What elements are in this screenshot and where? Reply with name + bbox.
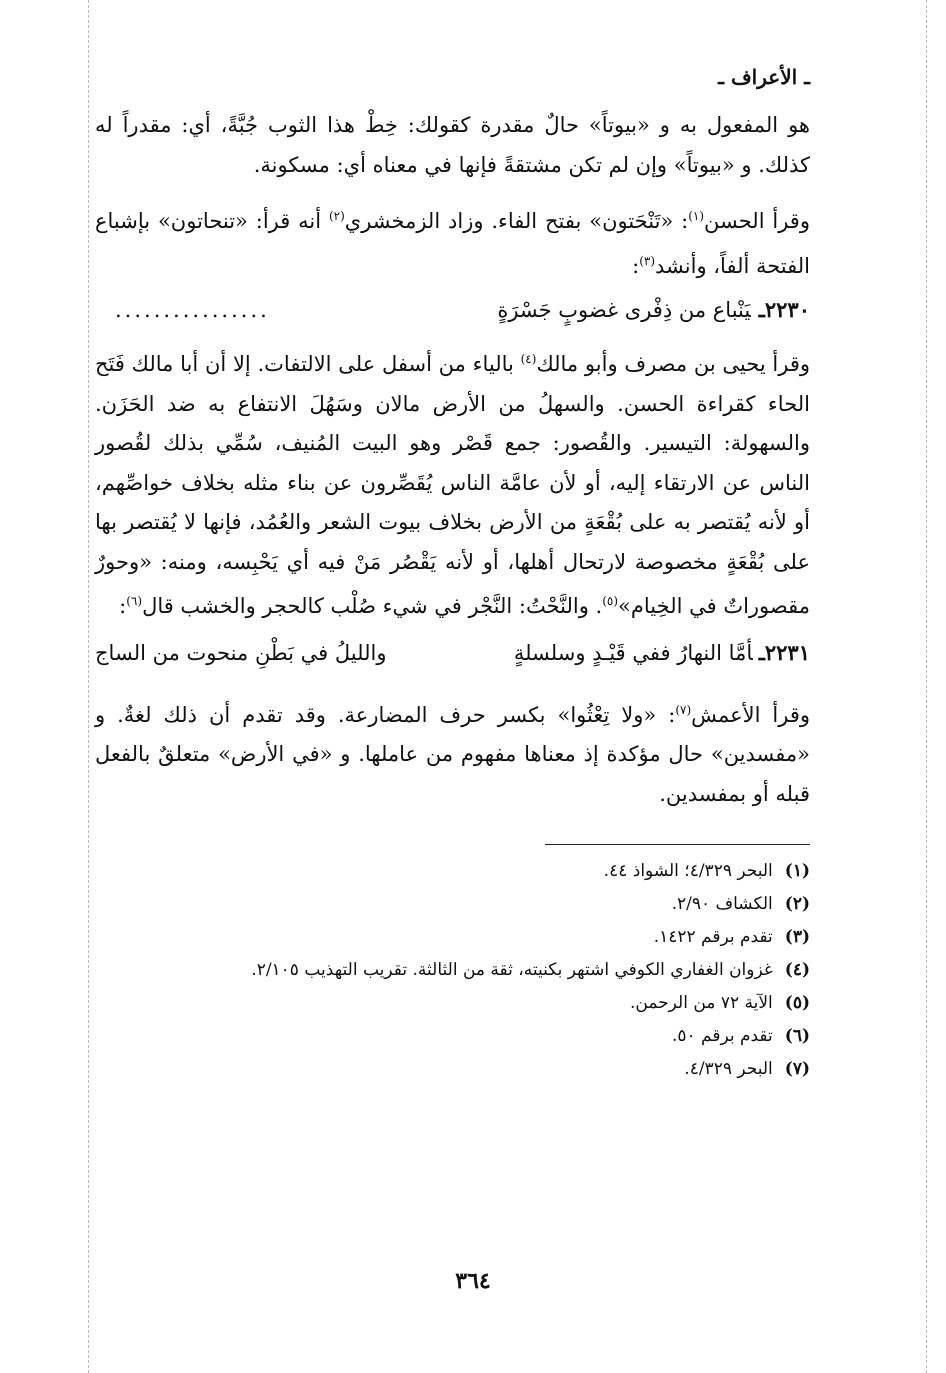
footnote-text: الآية ٧٢ من الرحمن. [630,993,773,1013]
footnote-text: تقدم برقم ١٤٢٢. [653,927,773,947]
paragraph-3-text-a: وقرأ يحيى بن مصرف وأبو مالك [536,352,811,376]
page-content [95,62,810,1086]
footnote-ref-1[interactable]: (١) [688,209,705,223]
footnote-item [95,987,810,1020]
verse-first-hemistich [514,633,810,673]
footnote-number: (٧) [784,1059,810,1079]
page-number: ٣٦٤ [455,1268,491,1294]
left-scan-edge [88,0,89,1373]
footnote-number: (٤) [784,960,810,980]
hemistich-1: أمَّا النهارُ ففي قَيْـدٍ وسلسلةٍ [513,640,753,665]
paragraph-2-text-c: أنه قرأ: «تنحاتون» بإشباع الفتحة ألفاً، وأنشد [95,209,810,278]
footnote-item [95,888,810,921]
paragraph-3-text-c: . والنَّحْتُ: النَّجْر في شيء صُلْب كالحجر والخشب قال [142,594,603,618]
footnote-ref-6[interactable]: (٦) [126,594,143,608]
paragraph-2-text-d: : [632,253,640,278]
footnote-item [95,954,810,987]
paragraph-3-text-b: بالياء من أسفل على الالتفات. إلا أن أبا مالك فَتَح الحاء كقراءة الحسن. والسهلُ من الأرض مالان وسَهُلَ الانتفاع به ضد الحَزَن. والسهولة: التيسير. والقُصور: جمع قَصْر وهو البيت المُنيف، سُمِّي بذلك لقُصور الناس عن الارتقاء إليه، أو لأن عامَّة الناس يُقَصِّرون عن بناء مثله بخلاف خواصِّهم، أو لأنه يُقتصر به على بُقْعَةٍ من الأرض بخلاف بيوت الشعر والعُمُد، فإنها لا يُقتصر بها على بُقْعَةٍ مخصوصة لارتحال أهلها، أو لأنه يَقْصُر مَنْ فيه أي يَحْبِسه، ومنه: «وحورٌ مقصوراتٌ في الخِيام» [95,352,810,618]
footnote-text: الكشاف ٢/٩٠. [671,894,773,914]
paragraph-2-text-b: : «تَنْحَتون» بفتح الفاء. وزاد الزمخشري [344,209,689,233]
footnote-text: تقدم برقم ٥٠. [671,1026,773,1046]
verse-text: يَنْباع من ذِفْرى غضوبٍ جَسْرَةٍ [497,298,751,322]
footnote-ref-5[interactable]: (٥) [602,594,619,608]
footnote-text: البحر ٤/٣٢٩. [684,1059,773,1079]
footnote-number: (١) [784,861,810,881]
verse-number: ٢٢٣١ـ [758,639,810,665]
verse-2231 [95,633,810,673]
footnote-ref-7[interactable]: (٧) [675,702,692,717]
footnote-ref-4[interactable]: (٤) [520,352,537,366]
footnote-item [95,1053,810,1086]
footnote-number: (٢) [784,894,810,914]
paragraph-4 [95,691,810,815]
footnote-number: (٦) [784,1026,810,1046]
hemistich-2: والليلُ في بَطْنِ منحوت من الساج [95,640,387,665]
footnote-item [95,921,810,954]
paragraph-4-text-a: وقرأ الأعمش [691,702,811,727]
running-title: ـ الأعراف ـ [718,65,810,89]
verse-2230 [95,290,810,330]
paragraph-2-text-a: وقرأ الحسن [704,209,810,233]
footnotes-list [95,855,810,1086]
footnote-number: (٥) [784,993,810,1013]
footnote-text: غزوان الغفاري الكوفي اشتهر بكنيته، ثقة من الثالثة. تقريب التهذيب ٢/١٠٥. [251,960,773,980]
paragraph-3 [95,340,810,627]
paragraph-2 [95,197,810,286]
right-scan-edge [926,0,927,1373]
footnote-item [95,855,810,888]
paragraph-1: هو المفعول به و «بيوتاً» حالٌ مقدرة كقولك: خِطْ هذا الثوب جُبَّةً، أي: مقدراً له كذلك. و «بيوتاً» وإن لم تكن مشتقةً فإنها في معناه أي: مسكونة. [95,113,810,177]
footnote-separator [545,844,810,845]
footnote-number: (٣) [784,927,810,947]
verse-number: ٢٢٣٠ـ [758,297,810,322]
paragraph-4-text-b: : «ولا تِعْثُوا» بكسر حرف المضارعة. وقد تقدم أن ذلك لغةٌ. و «مفسدين» حال مؤكدة إذ معناها مفهوم من عاملها. و «في الأرض» متعلقٌ بالفعل قبله أو بمفسدين. [95,702,810,806]
footnote-text: البحر ٤/٣٢٩؛ الشواذ ٤٤. [603,861,773,881]
footnote-ref-2[interactable]: (٢) [328,209,345,223]
footnote-ref-3[interactable]: (٣) [639,253,656,268]
footnote-item [95,1020,810,1053]
ellipsis-dots: ................ [115,298,270,322]
paragraph-3-text-d: : [119,594,127,618]
